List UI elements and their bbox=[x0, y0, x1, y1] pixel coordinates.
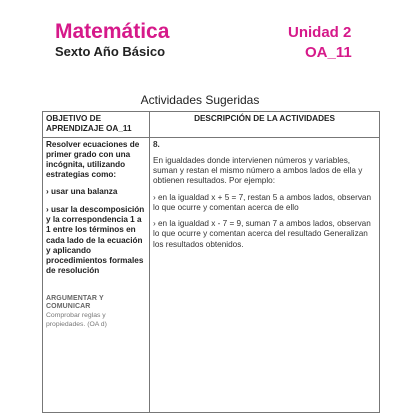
objective-strategy-item: › usar la descomposición y la correspondencia 1 a 1 entre los términos en cada lado de la ecuación y aplicando procedimientos formales de resolución bbox=[46, 204, 145, 276]
table-header-row bbox=[43, 112, 380, 138]
activities-table bbox=[42, 111, 380, 413]
objective-cell bbox=[43, 137, 150, 412]
activity-example-item: › en la igualdad x + 5 = 7, restan 5 a ambos lados, observan lo que ocurre y comentan acerca de ello bbox=[153, 192, 372, 212]
activity-intro: En igualdades donde intervienen números y variables, suman y restan el mismo número a ambos lados de ella y obtienen resultados. Por ejemplo: bbox=[153, 155, 363, 186]
document-title: Matemática bbox=[55, 20, 170, 43]
activity-number: 8. bbox=[153, 139, 160, 149]
objective-intro: Resolver ecuaciones de primer grado con una incógnita, utilizando estrategias como: bbox=[46, 139, 140, 180]
section-title: Actividades Sugeridas bbox=[140, 93, 260, 107]
skill-description: Comprobar reglas y propiedades. (OA d) bbox=[46, 312, 107, 328]
skill-heading: ARGUMENTAR Y COMUNICAR bbox=[46, 294, 104, 311]
description-column-header: DESCRIPCIÓN DE LA ACTIVIDADES bbox=[150, 112, 380, 138]
objective-column-header: OBJETIVO DE APRENDIZAJE OA_11 bbox=[43, 112, 150, 138]
objective-list bbox=[46, 140, 146, 277]
activity-example-item: › en la igualdad x - 7 = 9, suman 7 a ambos lados, observan lo que ocurre y comentan acerca del resultado Generalizan los resultados obtenidos. bbox=[153, 219, 371, 249]
unit-label: Unidad 2 bbox=[288, 24, 352, 41]
table-row bbox=[43, 137, 380, 412]
objective-strategy-item: › usar una balanza bbox=[46, 186, 118, 196]
grade-subtitle: Sexto Año Básico bbox=[55, 44, 166, 59]
objective-code: OA_11 bbox=[305, 44, 352, 61]
activity-cell bbox=[150, 137, 380, 412]
